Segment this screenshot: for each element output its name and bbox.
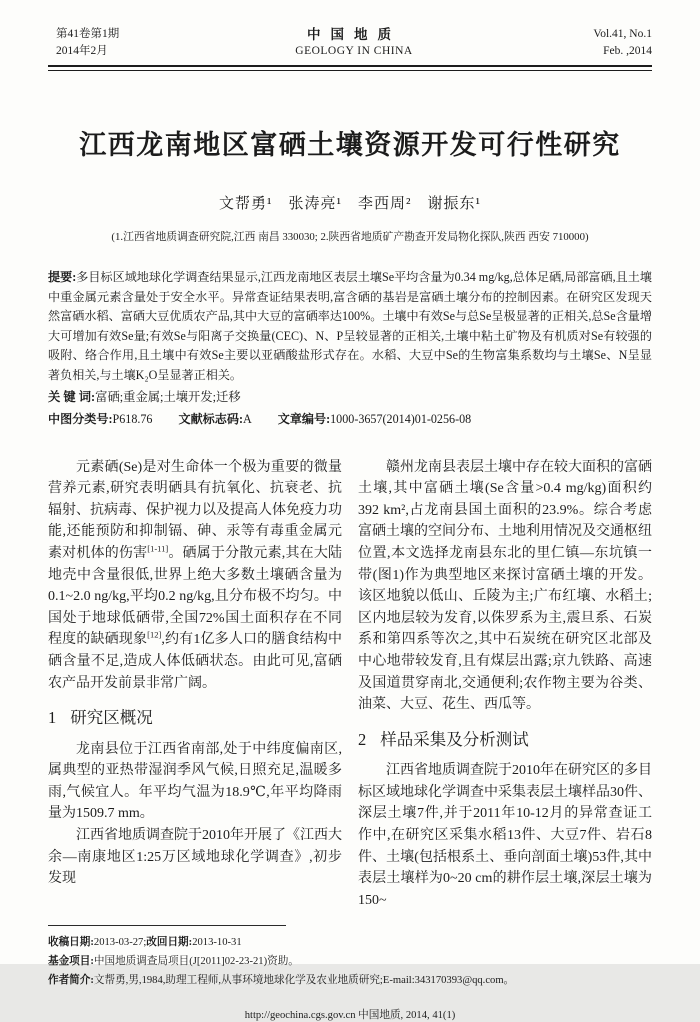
page-footer: http://geochina.cgs.gov.cn 中国地质, 2014, 41(1) bbox=[244, 1009, 456, 1021]
section-2-number: 2 bbox=[358, 729, 367, 749]
journal-name-cn: 中国地质 bbox=[306, 27, 401, 42]
section-1-paragraph-2: 江西省地质调查院于2010年开展了《江西大余—南康地区1:25万区域地球化学调查》,初步发现 bbox=[48, 828, 342, 887]
journal-volume-issue: 第41卷第1期 bbox=[56, 28, 120, 40]
journal-date-cn: 2014年2月 bbox=[56, 45, 108, 57]
journal-name-en: GEOLOGY IN CHINA bbox=[295, 45, 413, 57]
left-column bbox=[48, 457, 342, 912]
section-1-title: 研究区概况 bbox=[70, 708, 153, 728]
article-title: 江西龙南地区富硒土壤资源开发可行性研究 bbox=[79, 130, 621, 160]
section-1-number: 1 bbox=[48, 708, 57, 728]
section-1-paragraph-3: 赣州龙南县表层土壤中存在较大面积的富硒土壤,其中富硒土壤(Se含量>0.4 mg/kg)面积约392 km²,占龙南县国土面积的23.9%。综合考虑富硒土壤的空间分布、土地利用情况及交通枢纽位置,本文选择龙南县东北的里仁镇—东坑镇一带(图1)作为典型地区来探讨富硒土壤的开发。该区地貌以低山、丘陵为主;广布红壤、水稻土;区内地层较为发育,以侏罗系为主,震旦系、石炭系和第四系等次之,其中石炭统在研究区北部及中心地带较发育,且有煤层出露;京九铁路、高速及国道贯穿南北,交通便利;农作物主要为谷类、油菜、大豆、花生、西瓜等。 bbox=[358, 459, 652, 713]
footnote-author-bio: 作者简介:文帮勇,男,1984,助理工程师,从事环境地球化学及农业地质研究;E-mail:343170393@qq.com。 bbox=[48, 975, 515, 987]
footnote-fund-project: 基金项目:中国地质调查局项目(J[2011]02-23-21)资助。 bbox=[48, 956, 299, 968]
journal-date-en: Feb. ,2014 bbox=[603, 45, 652, 57]
section-2-paragraph-1: 江西省地质调查院于2010年在研究区的多目标区域地球化学调查中采集表层土壤样品30件、深层土壤7件,并于2011年10-12月的异常查证工作中,在研究区采集水稻13件、大豆7件、岩石8件、土壤(包括根系土、垂向剖面土壤)53件,其中表层土壤样为0~20 cm的耕作层土壤,深层土壤为150~ bbox=[358, 763, 652, 908]
intro-paragraph: 元素硒(Se)是对生命体一个极为重要的微量营养元素,研究表明硒具有抗氧化、抗衰老、抗辐射、抗病毒、保护视力以及提高人体免疫力功能,还能预防和抑制镉、砷、汞等有毒重金属元素对机体的伤害[1-11]。硒属于分散元素,其在大陆地壳中含量很低,世界上绝大多数土壤硒含量为0.1~2.0 ng/kg,平均0.2 ng/kg,且分布极不均匀。中国处于地球低硒带,全国72%国土面积存在不同程度的缺硒现象[12],约有1亿多人口的膳食结构中硒含量不足,造成人体低硒状态。由此可见,富硒农产品开发前景非常广阔。 bbox=[48, 459, 343, 691]
right-column bbox=[358, 457, 652, 912]
abstract: 提要:多目标区域地球化学调查结果显示,江西龙南地区表层土壤Se平均含量为0.34 mg/kg,总体足硒,局部富硒,且土壤中重金属元素含量处于安全水平。异常查证结果表明,富含硒的基岩是富硒土壤分布的控制因素。在研究区发现天然富硒水稻、富硒大豆优质农产品,其中大豆的富硒率达100%。土壤中有效Se与总Se呈极显著的正相关,总Se含量增大可增加有效Se量;有效Se与阳离子交换量(CEC)、N、P呈较显著的正相关,土壤中粘土矿物及有机质对Se有较强的吸附、络合作用,且土壤中有效Se主要以亚硒酸盐形式存在。水稻、大豆中Se的生物富集系数均与土壤Se、N呈显著负相关,与土壤K₂O呈显著正相关。 bbox=[48, 270, 652, 382]
author-line: 文帮勇¹ 张涛亮¹ 李西周² 谢振东¹ bbox=[219, 196, 481, 212]
classification-line: 中图分类号:P618.76 文献标志码:A 文章编号:1000-3657(2014)01-0256-08 bbox=[48, 411, 472, 426]
footnote-received-date: 收稿日期:2013-03-27;改回日期:2013-10-31 bbox=[48, 937, 242, 949]
section-2-heading bbox=[358, 729, 652, 751]
section-2-title: 样品采集及分析测试 bbox=[380, 729, 529, 749]
affiliation-line: (1.江西省地质调查研究院,江西 南昌 330030; 2.陕西省地质矿产勘查开发局物化探队,陕西 西安 710000) bbox=[111, 231, 589, 243]
body-columns bbox=[48, 457, 652, 912]
header-divider bbox=[48, 65, 652, 71]
keywords-line: 关 键 词:富硒;重金属;土壤开发;迁移 bbox=[48, 389, 241, 404]
section-1-heading bbox=[48, 707, 342, 729]
journal-header-left bbox=[48, 26, 176, 60]
footnote-divider bbox=[48, 925, 286, 926]
footnotes bbox=[48, 934, 652, 990]
section-1-paragraph-1: 龙南县位于江西省南部,处于中纬度偏南区,属典型的亚热带湿润季风气候,日照充足,温暖多雨,气候宜人。年平均气温为18.9℃,年平均降雨量为1509.7 mm。 bbox=[48, 741, 342, 822]
journal-header-right bbox=[532, 26, 652, 60]
journal-vol-en: Vol.41, No.1 bbox=[593, 28, 652, 40]
journal-header-center bbox=[295, 26, 412, 60]
journal-header bbox=[48, 26, 652, 60]
